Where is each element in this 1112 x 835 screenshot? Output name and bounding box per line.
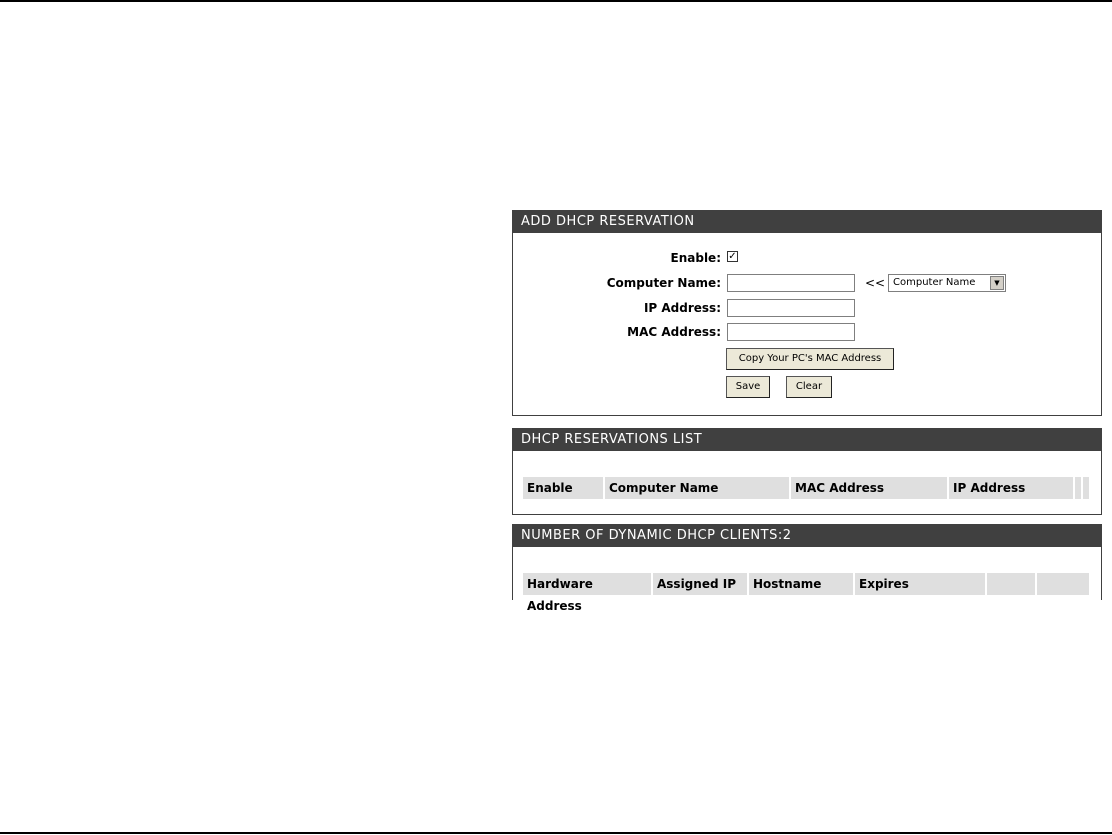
column-enable: Enable: [527, 481, 573, 495]
ip-address-label: IP Address:: [643, 301, 721, 315]
add-dhcp-reservation-panel: [512, 210, 1102, 416]
column-ip-address: IP Address: [953, 481, 1026, 495]
mac-address-label: MAC Address:: [627, 325, 721, 339]
computer-name-select-value: Computer Name: [893, 277, 976, 288]
computer-name-label: Computer Name:: [606, 276, 721, 290]
column-hostname: Hostname: [753, 577, 822, 591]
computer-name-select[interactable]: [888, 274, 1006, 292]
enable-row: [513, 248, 1101, 268]
column-expires: Expires: [859, 577, 909, 591]
column-hardware-address: Hardware Address: [527, 577, 593, 613]
enable-checkbox[interactable]: [727, 251, 738, 262]
reservations-table-header: [523, 477, 1089, 499]
checkmark-icon: ✓: [728, 251, 737, 262]
reservations-list-title: DHCP RESERVATIONS LIST: [513, 429, 1101, 451]
dynamic-clients-table-header: [523, 573, 1089, 613]
bottom-divider: [0, 832, 1112, 834]
computer-name-input[interactable]: [727, 274, 855, 292]
clear-button[interactable]: Clear: [786, 376, 832, 398]
ip-address-row: [513, 298, 1101, 318]
column-computer-name: Computer Name: [609, 481, 719, 495]
computer-name-row: [513, 273, 1101, 293]
copy-mac-address-button[interactable]: Copy Your PC's MAC Address: [726, 348, 894, 370]
chevron-down-icon[interactable]: ▼: [990, 276, 1004, 290]
column-mac-address: MAC Address: [795, 481, 885, 495]
dhcp-reservations-list-panel: [512, 428, 1102, 515]
column-assigned-ip: Assigned IP: [657, 577, 736, 591]
enable-label: Enable:: [670, 251, 721, 265]
dynamic-clients-title: NUMBER OF DYNAMIC DHCP CLIENTS:2: [513, 525, 1101, 547]
ip-address-input[interactable]: [727, 299, 855, 317]
save-button[interactable]: Save: [726, 376, 770, 398]
mac-address-input[interactable]: [727, 323, 855, 341]
top-divider: [0, 0, 1112, 2]
dynamic-dhcp-clients-panel: [512, 524, 1102, 613]
copy-arrow-text: <<: [865, 276, 886, 290]
mac-address-row: [513, 322, 1101, 342]
add-reservation-title: ADD DHCP RESERVATION: [513, 211, 1101, 233]
